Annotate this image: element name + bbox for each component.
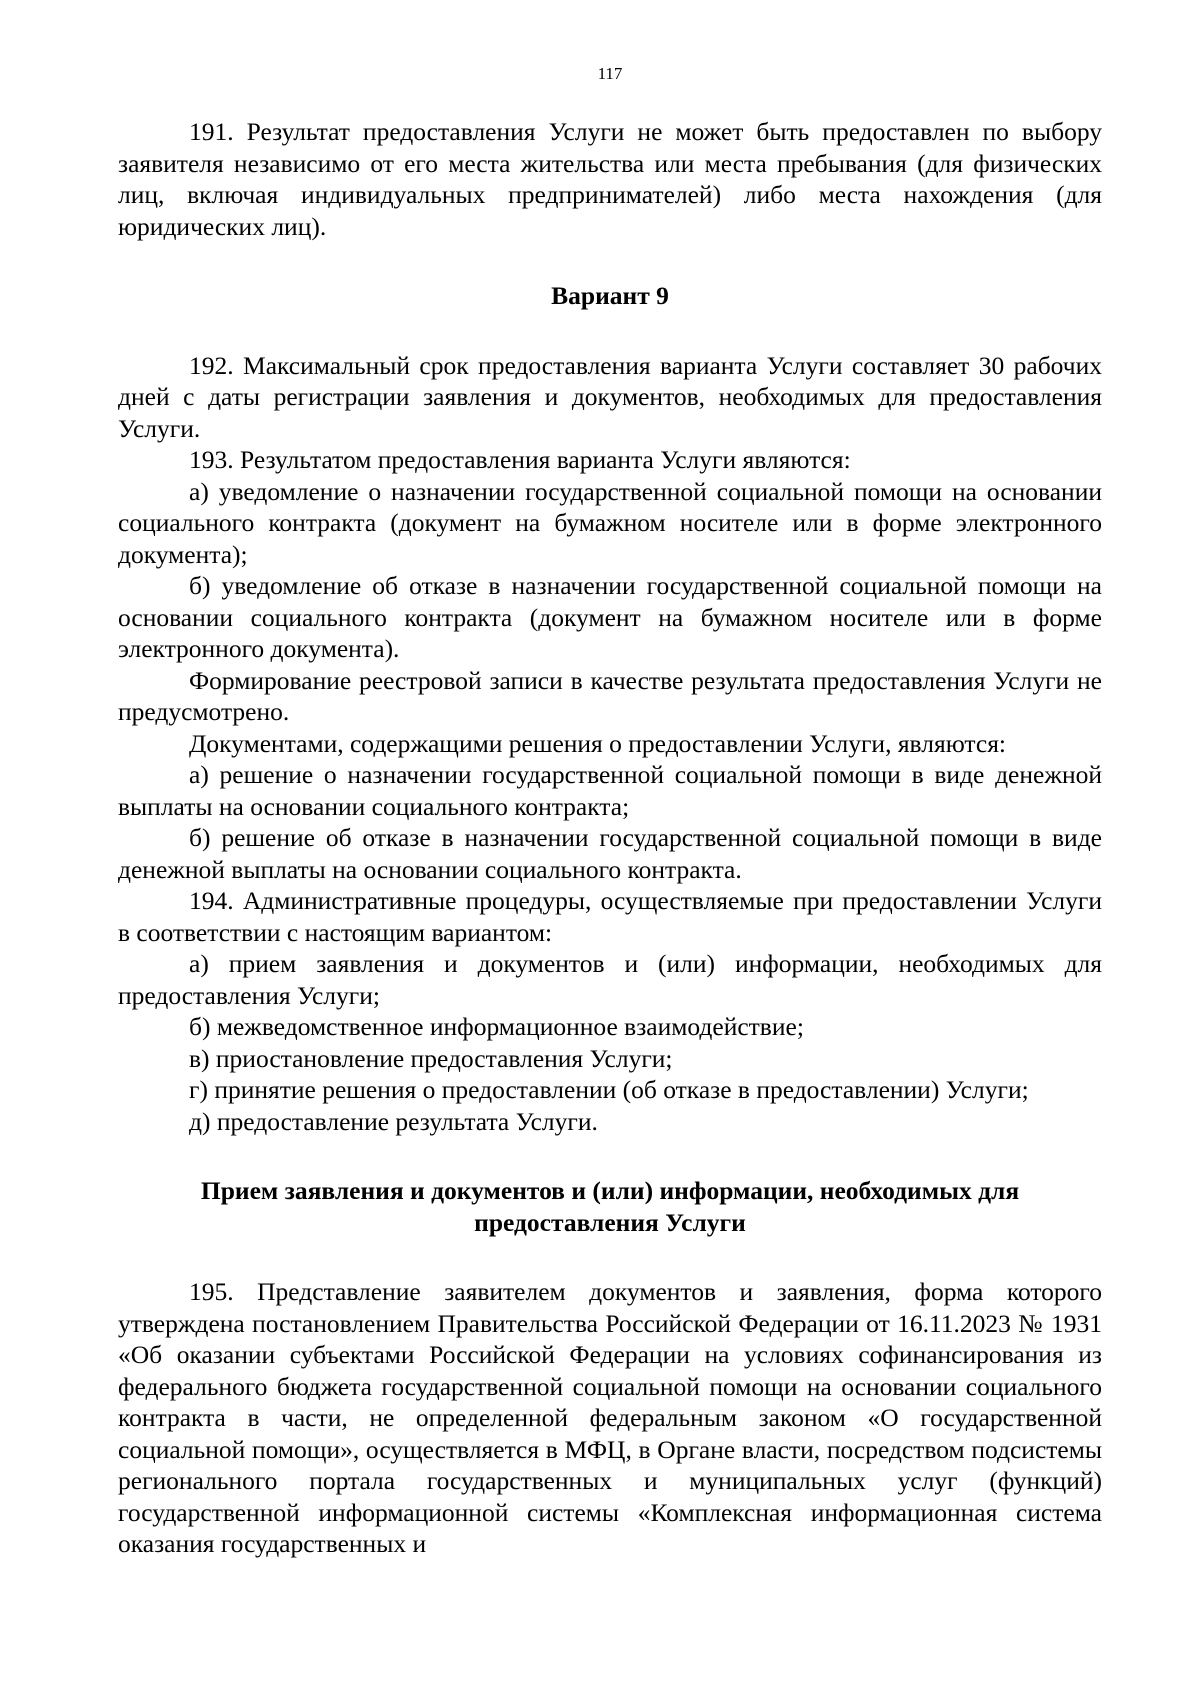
list-item-194-e: д) предоставление результата Услуги. <box>189 1106 598 1136</box>
paragraph-decision-documents: Документами, содержащими решения о предоставлении Услуги, являются: <box>189 728 1007 758</box>
list-item-194-d: г) принятие решения о предоставлении (об отказе в предоставлении) Услуги; <box>189 1075 1029 1104</box>
heading-variant-9: Вариант 9 <box>551 281 669 310</box>
heading-reception-line-1: Прием заявления и документов и (или) информации, необходимых для <box>200 1176 1020 1205</box>
paragraph-192: 192. Максимальный срок предоставления варианта Услуги составляет 30 рабочих дней с даты регистрации заявления и документов, необходимых для предоставления Услуги. <box>118 350 1102 443</box>
list-item-decision-a: а) решение о назначении государственной социальной помощи в виде денежной выплаты на основании социального контракта; <box>118 760 1102 821</box>
list-item-193-b: б) уведомление об отказе в назначении государственной социальной помощи на основании социального контракта (документ на бумажном носителе или в форме электронного документа). <box>118 571 1102 663</box>
paragraph-193: 193. Результатом предоставления варианта Услуги являются: <box>189 445 851 474</box>
heading-reception-line-2: предоставления Услуги <box>474 1207 746 1237</box>
paragraph-194: 194. Административные процедуры, осуществляемые при предоставлении Услуги в соответствии с настоящим вариантом: <box>118 886 1102 947</box>
list-item-193-a: а) уведомление о назначении государственной социальной помощи на основании социального контракта (документ на бумажном носителе или в форме электронного документа); <box>118 476 1102 569</box>
list-item-194-a: а) прием заявления и документов и (или) информации, необходимых для предоставления Услуги; <box>118 949 1102 1010</box>
paragraph-195: 195. Представление заявителем документов и заявления, форма которого утверждена постановлением Правительства Российской Федерации от 16.11.2023 № 1931 «Об оказании субъектами Российской Федерации на условиях софинансирования из федерального бюджета государственной социальной помощи на основании социального контракта в части, не определенной федеральным законом «О государственной социальной помощи», осуществляется в МФЦ, в Органе власти, посредством подсистемы регионального портала государственных и муниципальных услуг (функций) государственной информационной системы «Комплексная информационная система оказания государственных и <box>118 1277 1102 1558</box>
paragraph-191: 191. Результат предоставления Услуги не может быть предоставлен по выбору заявителя независимо от его места жительства или места пребывания (для физических лиц, включая индивидуальных предпринимателей) либо места нахождения (для юридических лиц). <box>118 117 1102 241</box>
heading-reception <box>118 1175 1102 1238</box>
list-item-194-c: в) приостановление предоставления Услуги; <box>189 1043 673 1073</box>
list-item-decision-b: б) решение об отказе в назначении государственной социальной помощи в виде денежной выплаты на основании социального контракта. <box>118 823 1102 884</box>
list-item-194-b: б) межведомственное информационное взаимодействие; <box>189 1012 804 1041</box>
paragraph-registry-record: Формирование реестровой записи в качестве результата предоставления Услуги не предусмотрено. <box>118 665 1102 726</box>
page-number: 117 <box>597 64 623 83</box>
